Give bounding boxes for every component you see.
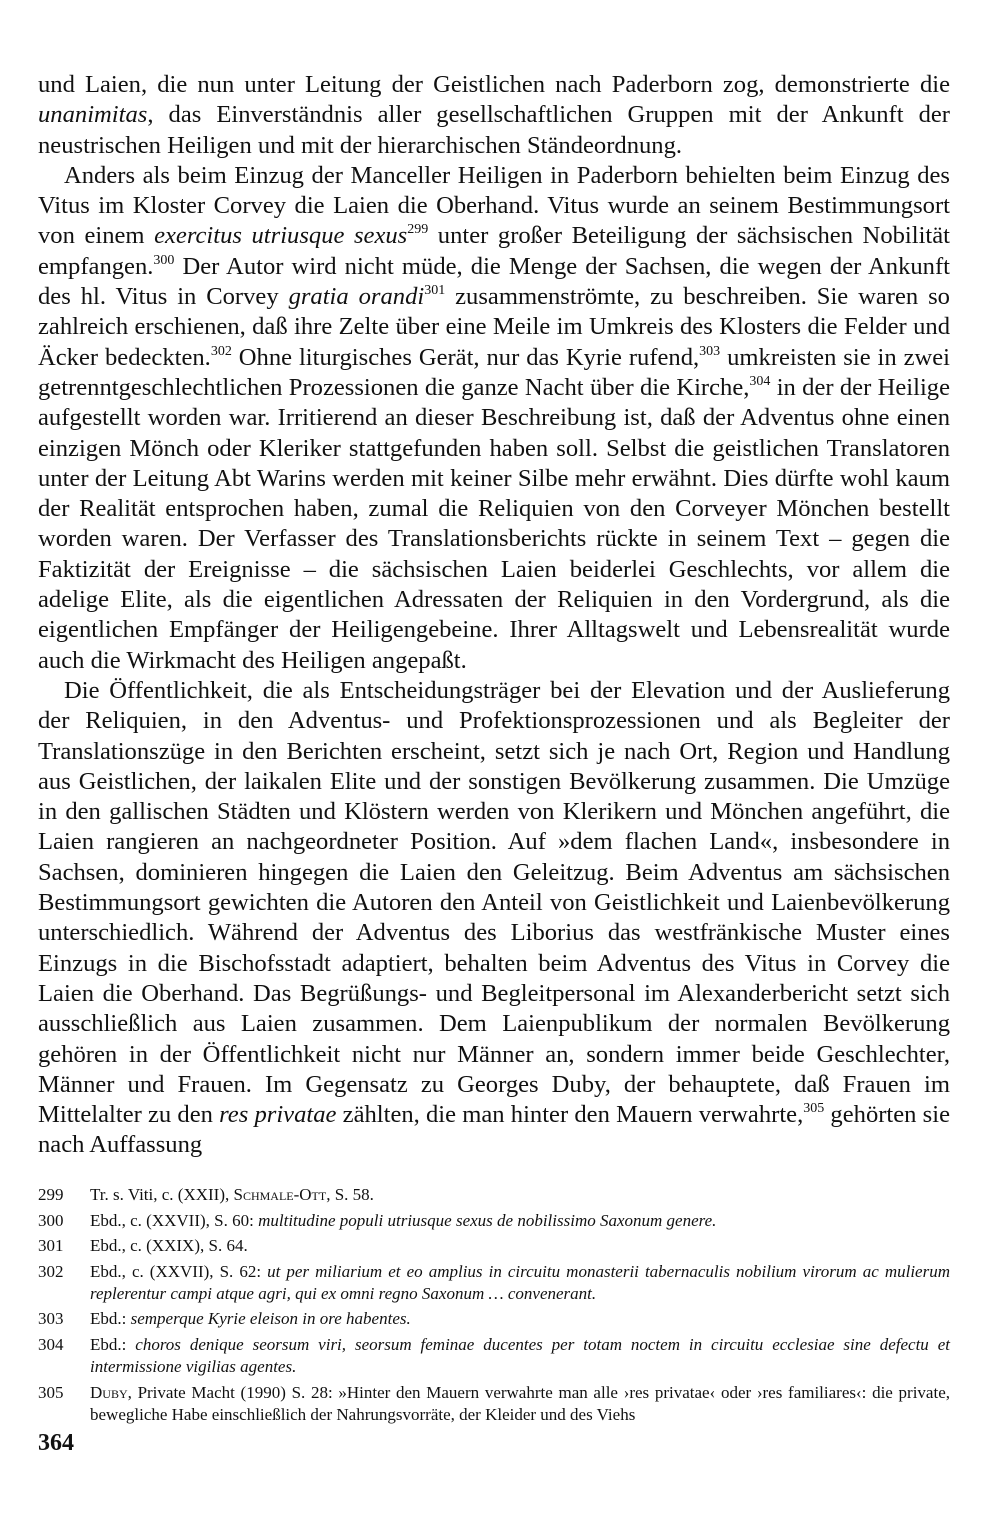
text-run: Ebd.:	[90, 1309, 131, 1329]
text-run: Ebd., c. (XXIX), S. 64.	[90, 1236, 248, 1256]
footnote-number: 300	[38, 1210, 64, 1230]
footnote-number: 304	[38, 1334, 64, 1354]
text-run: Ebd.:	[90, 1334, 136, 1354]
footnote-text	[90, 1261, 950, 1305]
text-run: , das Einverständnis aller gesellschaftlichen Gruppen mit der Ankunft der neustrischen Heiligen und mit der hierarchischen Ständeordnung.	[38, 101, 950, 159]
footnote-ref: 301	[424, 283, 446, 299]
footnote-ref: 305	[803, 1101, 825, 1117]
footnote-text	[90, 1334, 950, 1378]
text-run: , S. 58.	[326, 1185, 374, 1204]
paragraph-1	[38, 70, 950, 161]
text-run: Tr. s. Viti, c. (XXII),	[90, 1185, 234, 1204]
footnote-text	[90, 1184, 950, 1206]
footnote-number: 303	[38, 1309, 64, 1329]
footnote-text	[90, 1308, 950, 1330]
italic-run: res privatae	[219, 1101, 337, 1129]
text-run: Anders als beim Einzug der Manceller Heiligen in Paderborn behielten beim Einzug des Vitus im Kloster Corvey die Laien die Oberhand. Vitus wurde an seinem Bestimmungsort von einem	[38, 161, 950, 250]
text-run: umkreisten sie in zwei getrenntgeschlechtlichen Prozessionen die ganze Nacht über die Kirche,	[38, 343, 951, 401]
footnotes	[38, 1184, 950, 1429]
footnote-number: 301	[38, 1236, 64, 1256]
text-run: Ohne liturgisches Gerät, nur das Kyrie rufend,	[231, 343, 700, 371]
text-run: Ebd., c. (XXVII), S. 60:	[90, 1210, 259, 1230]
text-run: in der der Heilige aufgestellt worden war. Irritierend an dieser Beschreibung ist, daß der Adventus ohne einen einzigen Mönch oder Kleriker stattgefunden haben soll. Selbst die geistlichen Translatoren unter der Leitung Abt Warins werden mit keiner Silbe mehr erwähnt. Dies dürfte wohl kaum der Realität entsprochen haben, zumal die Reliquien von den Corveyer Mönchen bestellt worden waren. Der Verfasser des Translationsberichts rückte in seinem Text – gegen die Faktizität der Ereignisse – die sächsischen Laien beiderlei Geschlechts, vor allem die adelige Elite, als die eigentlichen Adressaten der Reliquien in den Vordergrund, als die eigentlichen Empfänger der Heiligengebeine. Ihrer Alltagswelt und Lebensrealität wurde auch die Wirkmacht des Heiligen angepaßt.	[38, 373, 950, 674]
footnote-number: 305	[38, 1382, 64, 1402]
text-run: gehörten sie nach Auffassung	[38, 1101, 950, 1159]
text-run: Ebd., c. (XXVII), S. 62:	[90, 1261, 268, 1281]
italic-run: exercitus utriusque sexus	[154, 222, 408, 250]
footnote-ref: 299	[407, 222, 429, 238]
italic-run: ut per miliarium et eo amplius in circuitu monasterii tabernaculis nobilium virorum ac mulierum replerentur campi atque agri, qui ex omni regno Saxonum … convenerant.	[90, 1261, 950, 1303]
footnote-text	[90, 1382, 950, 1426]
paragraph-3	[38, 676, 950, 1161]
text-run: unter großer Beteiligung der sächsischen Nobilität empfangen.	[38, 222, 950, 280]
author-name: Duby	[90, 1382, 128, 1402]
paragraph-2	[38, 161, 950, 676]
footnote-ref: 302	[210, 343, 232, 359]
footnote-ref: 300	[153, 252, 175, 268]
text-run: zählten, die man hinter den Mauern verwahrte,	[336, 1101, 804, 1129]
italic-run: unanimitas	[38, 101, 148, 129]
main-text	[38, 70, 950, 1161]
text-run: Die Öffentlichkeit, die als Entscheidungsträger bei der Elevation und der Auslieferung der Reliquien, in den Adventus- und Profektionsprozessionen und als Begleiter der Translationszüge in den Berichten erscheint, setzt sich je nach Ort, Region und Handlung aus Geistlichen, der laikalen Elite und der sonstigen Bevölkerung zusammen. Die Umzüge in den gallischen Städten und Klöstern werden von Klerikern und Mönchen angeführt, die Laien rangieren an nachgeordneter Position. Auf »dem flachen Land«, insbesondere in Sachsen, dominieren hingegen die Laien den Geleitzug. Beim Adventus am sächsischen Bestimmungsort gewichten die Autoren den Anteil von Geistlichkeit und Laienbevölkerung unterschiedlich. Während der Adventus des Liborius das westfränkische Muster eines Einzugs in die Bischofsstadt adaptiert, behalten beim Adventus des Vitus in Corvey die Laien die Oberhand. Das Begrüßungs- und Begleitpersonal im Alexanderbericht setzt sich ausschließlich aus Laien zusammen. Dem Laienpublikum der normalen Bevölkerung gehören in der Öffentlichkeit nicht nur Männer an, sondern immer beide Geschlechter, Männer und Frauen. Im Gegensatz zu Georges Duby, der behauptete, daß Frauen im Mittelalter zu den	[38, 676, 950, 1129]
footnote	[38, 1308, 950, 1330]
text-run: Der Autor wird nicht müde, die Menge der Sachsen, die wegen der Ankunft des hl. Vitus in Corvey	[38, 252, 950, 311]
footnote-number: 302	[38, 1261, 64, 1281]
text-run: und Laien, die nun unter Leitung der Geistlichen nach Paderborn zog, demonstrierte die	[38, 71, 950, 98]
footnote	[38, 1382, 950, 1426]
footnote-text	[90, 1235, 950, 1257]
author-name: Schmale-Ott	[233, 1185, 327, 1204]
text-run: , Private Macht (1990) S. 28: »Hinter den Mauern verwahrte man alle ›res privatae‹ oder ›res familiares‹: die private, bewegliche Habe einschließlich der Nahrungsvorräte, der Kleider und des Viehs	[90, 1382, 950, 1424]
footnote	[38, 1261, 950, 1305]
footnote-ref: 304	[749, 373, 771, 389]
footnote	[38, 1235, 950, 1257]
italic-run: choros denique seorsum viri, seorsum feminae ducentes per totam noctem in circuitu ecclesiae sine defectu et intermissione vigilias agentes.	[90, 1334, 950, 1376]
italic-run: multitudine populi utriusque sexus de nobilissimo Saxonum genere.	[258, 1210, 717, 1230]
italic-run: semperque Kyrie eleison in ore habentes.	[130, 1309, 411, 1329]
footnote-number: 299	[38, 1185, 64, 1204]
page-number: 364	[38, 1430, 74, 1456]
text-run: zusammenströmte, zu beschreiben. Sie waren so zahlreich erschienen, daß ihre Zelte über eine Meile im Umkreis des Klosters die Felder und Äcker bedeckten.	[38, 283, 950, 371]
footnote	[38, 1210, 950, 1232]
footnote-text	[90, 1210, 950, 1232]
footnote	[38, 1184, 950, 1206]
footnote-ref: 303	[699, 343, 721, 359]
italic-run: gratia orandi	[288, 283, 425, 311]
footnote	[38, 1334, 950, 1378]
